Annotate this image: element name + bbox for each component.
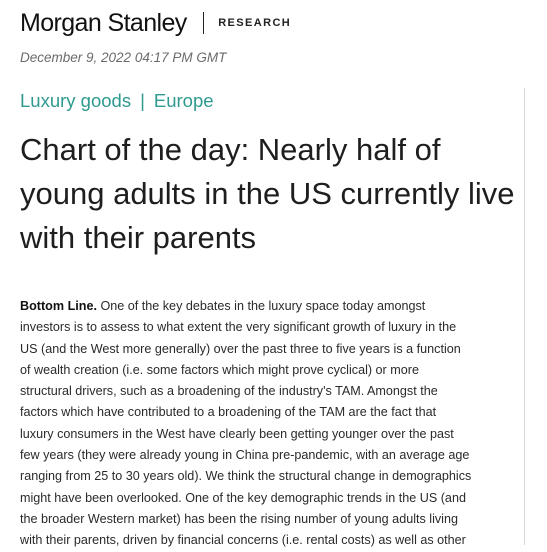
body-line: US (and the West more generally) over the past three to five years is a function: [20, 341, 461, 356]
breadcrumb-separator: |: [140, 90, 145, 111]
lead-label: Bottom Line.: [20, 299, 97, 313]
brand-logo[interactable]: Morgan Stanley: [20, 8, 187, 37]
body-paragraph: [20, 296, 525, 552]
body-line: structural drivers, such as a broadening of the industry's TAM. Amongst the: [20, 384, 438, 399]
body-line: ranging from 25 to 30 years old). We think the structural change in demographics: [20, 469, 472, 484]
publish-date: December 9, 2022 04:17 PM GMT: [20, 50, 227, 65]
header-divider: [203, 12, 205, 34]
breadcrumb-region[interactable]: Europe: [153, 90, 214, 111]
report-header: [20, 6, 291, 40]
breadcrumb-industry[interactable]: Luxury goods: [20, 90, 132, 111]
section-label[interactable]: RESEARCH: [218, 17, 292, 29]
body-line: factors which have contributed to a broadening of the TAM are the fact that: [20, 405, 437, 420]
body-line: luxury consumers in the West have clearly been getting younger over the past: [20, 426, 454, 441]
body-line: might have been overlooked. One of the key demographic trends in the US (and: [20, 490, 466, 505]
body-line: of wealth creation (i.e. some factors which might prove cyclical) or more: [20, 362, 419, 377]
body-line: few years (they were already young in China pre-pandemic, with an average age: [20, 448, 470, 463]
page-title: Chart of the day: Nearly half of young adults in the US currently live with their parents: [20, 132, 515, 255]
body-line: One of the key debates in the luxury space today amongst: [96, 299, 426, 313]
body-line: with their parents, driven by financial concerns (i.e. rental costs) as well as other: [20, 533, 466, 548]
breadcrumb: [20, 90, 214, 112]
body-line: investors is to assess to what extent the very significant growth of luxury in the: [20, 320, 457, 335]
body-line: the broader Western market) has been the rising number of young adults living: [20, 511, 458, 526]
